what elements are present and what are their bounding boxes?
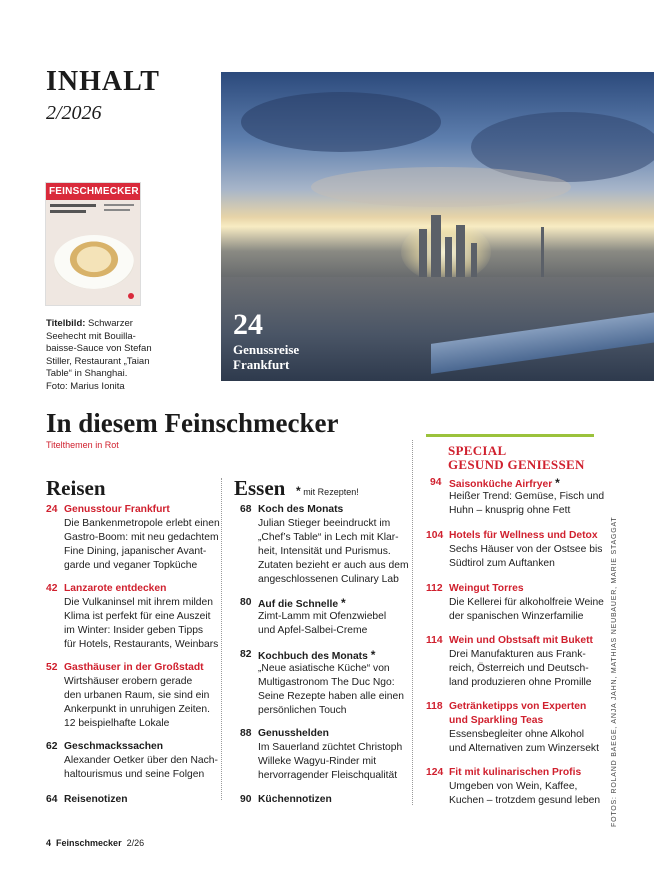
toc-entry-title: Getränketipps von Experten bbox=[449, 701, 587, 712]
cover-teaser-bar bbox=[104, 209, 130, 211]
special-heading-line: SPECIAL bbox=[448, 443, 507, 458]
desc-line: Willeke Wagyu-Rinder mit bbox=[258, 756, 377, 767]
photo-cloud bbox=[241, 92, 441, 152]
desc-line: heit, Intensität und Purismus. bbox=[258, 546, 391, 557]
toc-page-number: 114 bbox=[426, 635, 443, 646]
toc-entry-description bbox=[258, 741, 402, 783]
desc-line: 12 beispielhafte Lokale bbox=[64, 718, 170, 729]
column-heading-reisen: Reisen bbox=[46, 476, 106, 500]
special-accent-rule bbox=[426, 434, 594, 437]
photo-credits: FOTOS: ROLAND BAEGE, ANJA JAHN, MATHIAS NEUBAUER, MARIE STAGGAT bbox=[611, 516, 618, 827]
cover-masthead: FEINSCHMECKER bbox=[46, 183, 140, 200]
toc-entry-description bbox=[449, 728, 599, 756]
desc-line: Multigastronom The Duc Ngo: bbox=[258, 677, 395, 688]
footer-page-number: 4 bbox=[46, 838, 52, 848]
toc-entry-description bbox=[64, 675, 210, 731]
caption-line: Schwarzer bbox=[88, 318, 133, 329]
toc-entry-title: Genusstour Frankfurt bbox=[64, 504, 170, 515]
desc-line: Zimt-Lamm mit Ofenzwiebel bbox=[258, 611, 387, 622]
recipe-star-icon: * bbox=[296, 484, 301, 498]
toc-entry-description bbox=[258, 517, 409, 587]
column-divider bbox=[412, 440, 413, 805]
page-footer bbox=[46, 838, 144, 848]
desc-line: Drei Manufakturen aus Frank- bbox=[449, 649, 586, 660]
desc-line: Heißer Trend: Gemüse, Fisch und bbox=[449, 491, 605, 502]
desc-line: Sechs Häuser von der Ostsee bis bbox=[449, 544, 603, 555]
photo-skyscraper bbox=[456, 225, 465, 277]
toc-page-number: 90 bbox=[240, 794, 252, 805]
desc-line: Die Vulkaninsel mit ihrem milden bbox=[64, 597, 213, 608]
photo-cloud bbox=[311, 167, 571, 207]
recipe-star-icon: * bbox=[340, 596, 346, 610]
footer-issue: 2/26 bbox=[126, 838, 145, 848]
toc-page-number: 64 bbox=[46, 794, 58, 805]
issue-number: 2/2026 bbox=[46, 102, 102, 124]
caption-line: baisse-Sauce von Stefan bbox=[46, 343, 152, 354]
toc-entry-title: Geschmackssachen bbox=[64, 741, 164, 752]
toc-entry-title: Reisenotizen bbox=[64, 794, 128, 805]
caption-line: Table“ in Shanghai. bbox=[46, 368, 128, 379]
toc-page-number: 42 bbox=[46, 583, 58, 594]
toc-page-number: 82 bbox=[240, 649, 252, 660]
column-heading-essen: Essen bbox=[234, 476, 286, 500]
desc-line: Zutaten bezieht er auch aus dem bbox=[258, 560, 409, 571]
toc-page-number: 88 bbox=[240, 728, 252, 739]
recipes-note-text: mit Rezepten! bbox=[303, 487, 359, 497]
desc-line: „Neue asiatische Küche“ von bbox=[258, 663, 390, 674]
desc-line: hervorragender Fleischqualität bbox=[258, 770, 398, 781]
desc-line: Die Bankenmetropole erlebt einen bbox=[64, 518, 220, 529]
desc-line: und Apfel-Salbei-Creme bbox=[258, 625, 368, 636]
toc-entry-title: Weingut Torres bbox=[449, 583, 524, 594]
cover-price-dot bbox=[128, 293, 134, 299]
desc-line: Gastro-Boom: mit neu gedachtem bbox=[64, 532, 219, 543]
toc-entry-description bbox=[449, 780, 600, 808]
photo-skyscraper bbox=[471, 243, 477, 277]
desc-line: haltourismus und seine Folgen bbox=[64, 769, 205, 780]
toc-page-number: 104 bbox=[426, 530, 444, 541]
feature-page-number: 24 bbox=[233, 308, 263, 341]
photo-tv-tower bbox=[541, 227, 544, 277]
desc-line: der spanischen Winzerfamilie bbox=[449, 611, 584, 622]
desc-line: reich, Österreich und Deutsch- bbox=[449, 663, 589, 674]
caption-label: Titelbild: bbox=[46, 318, 86, 329]
desc-line: Südtirol zum Auftanken bbox=[449, 558, 555, 569]
toc-page-number: 24 bbox=[46, 504, 58, 515]
toc-entry-description bbox=[449, 648, 592, 690]
toc-entry-title: Küchennotizen bbox=[258, 794, 332, 805]
toc-entry-title-text: Kochbuch des Monats bbox=[258, 651, 368, 662]
feature-title-line: Frankfurt bbox=[233, 357, 290, 372]
cover-thumbnail[interactable] bbox=[46, 183, 140, 305]
desc-line: Ankerpunkt in unruhigen Zeiten. bbox=[64, 704, 210, 715]
desc-line: Seine Rezepte haben alle einen bbox=[258, 691, 404, 702]
cover-dish-image bbox=[54, 235, 134, 289]
section-subtitle: Titelthemen in Rot bbox=[46, 440, 119, 450]
toc-entry-description bbox=[449, 543, 602, 571]
desc-line: den urbanen Raum, sie sind ein bbox=[64, 690, 210, 701]
desc-line: Essensbegleiter ohne Alkohol bbox=[449, 729, 585, 740]
toc-page-number: 80 bbox=[240, 597, 252, 608]
desc-line: „Chef’s Table“ in Lech mit Klar- bbox=[258, 532, 399, 543]
toc-entry-title: Koch des Monats bbox=[258, 504, 344, 515]
toc-entry-title: Lanzarote entdecken bbox=[64, 583, 167, 594]
desc-line: Huhn – knusprig ohne Fett bbox=[449, 505, 571, 516]
toc-page-number: 68 bbox=[240, 504, 252, 515]
recipe-star-icon: * bbox=[555, 476, 560, 490]
desc-line: land produzieren ohne Promille bbox=[449, 677, 592, 688]
page-title: INHALT bbox=[46, 66, 160, 97]
toc-entry-description bbox=[449, 596, 604, 624]
footer-magazine-name: Feinschmecker bbox=[56, 838, 122, 848]
photo-skyscraper bbox=[419, 229, 427, 277]
desc-line: Fine Dining, japanischer Avant- bbox=[64, 546, 207, 557]
toc-page-number: 124 bbox=[426, 767, 444, 778]
toc-entry-title-text: Saisonküche Airfryer bbox=[449, 479, 553, 490]
desc-line: Die Kellerei für alkoholfreie Weine bbox=[449, 597, 604, 608]
toc-entry-title: Genusshelden bbox=[258, 728, 329, 739]
feature-title bbox=[233, 342, 333, 372]
toc-entry-title: Fit mit kulinarischen Profis bbox=[449, 767, 582, 778]
toc-entry-title: Wein und Obstsaft mit Bukett bbox=[449, 635, 593, 646]
cover-headline-bar bbox=[50, 204, 96, 207]
desc-line: Kuchen – trotzdem gesund leben bbox=[449, 795, 601, 806]
feature-photo-frankfurt[interactable] bbox=[221, 72, 654, 381]
desc-line: persönlichen Touch bbox=[258, 705, 347, 716]
desc-line: Wirtshäuser erobern gerade bbox=[64, 676, 193, 687]
toc-page-number: 62 bbox=[46, 741, 58, 752]
toc-entry-description bbox=[449, 490, 604, 518]
recipes-note bbox=[296, 484, 359, 498]
toc-page-number: 112 bbox=[426, 583, 443, 594]
desc-line: Umgeben von Wein, Kaffee, bbox=[449, 781, 578, 792]
toc-entry-title: Gasthäuser in der Großstadt bbox=[64, 662, 204, 673]
toc-entry-description bbox=[64, 596, 218, 652]
special-heading-line: GESUND GENIESSEN bbox=[448, 457, 585, 472]
section-title: In diesem Feinschmecker bbox=[46, 408, 339, 438]
cover-headline-bar bbox=[50, 210, 86, 213]
desc-line: Klima ist perfekt für eine Auszeit bbox=[64, 611, 211, 622]
toc-entry-description bbox=[64, 517, 220, 573]
special-heading bbox=[448, 444, 585, 472]
column-divider bbox=[221, 478, 222, 800]
toc-entry-title: Hotels für Wellness und Detox bbox=[449, 530, 598, 541]
desc-line: garde und veganer Topküche bbox=[64, 560, 198, 571]
toc-entry-description bbox=[258, 610, 386, 638]
desc-line: Im Sauerland züchtet Christoph bbox=[258, 742, 403, 753]
desc-line: Julian Stieger beeindruckt im bbox=[258, 518, 391, 529]
caption-line: Seehecht mit Bouilla- bbox=[46, 330, 136, 342]
cover-caption bbox=[46, 318, 186, 393]
photo-skyscraper bbox=[445, 237, 452, 277]
toc-page-number: 118 bbox=[426, 701, 443, 712]
desc-line: Alexander Oetker über den Nach- bbox=[64, 755, 218, 766]
caption-line: Stiller, Restaurant „Taian bbox=[46, 355, 150, 367]
cover-teaser-bar bbox=[104, 204, 134, 206]
toc-entry-title: und Sparkling Teas bbox=[449, 715, 544, 726]
toc-page-number: 94 bbox=[430, 477, 442, 488]
toc-entry-description bbox=[64, 754, 218, 782]
desc-line: im Winter: Insider geben Tipps bbox=[64, 625, 204, 636]
caption-line: Foto: Marius Ionita bbox=[46, 380, 125, 392]
recipe-star-icon: * bbox=[370, 648, 376, 662]
feature-title-line: Genussreise bbox=[233, 342, 300, 357]
desc-line: und Alternativen zum Winzersekt bbox=[449, 743, 599, 754]
toc-entry-title-text: Auf die Schnelle bbox=[258, 599, 339, 610]
toc-entry-description bbox=[258, 662, 404, 718]
toc-page-number: 52 bbox=[46, 662, 58, 673]
desc-line: für Hotels, Restaurants, Weinbars bbox=[64, 639, 219, 650]
photo-skyscraper bbox=[431, 215, 441, 277]
desc-line: angeschlossenen Culinary Lab bbox=[258, 574, 399, 585]
